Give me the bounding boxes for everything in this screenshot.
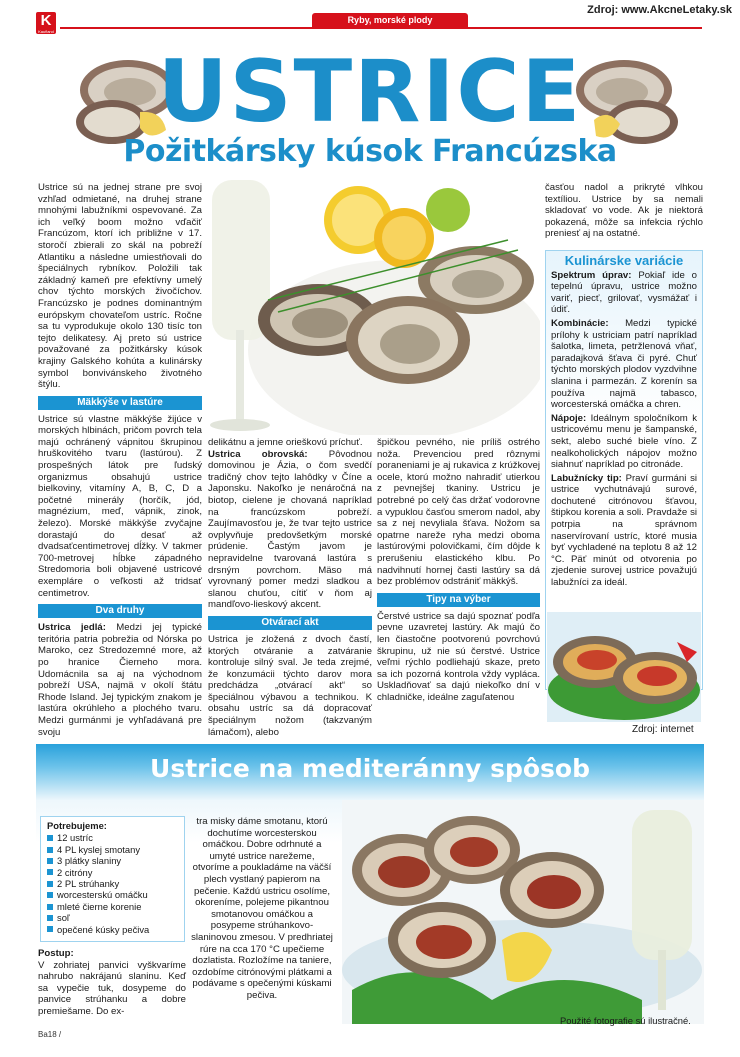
box-item-term: Kombinácie: — [551, 317, 609, 329]
method-col-2 — [190, 816, 334, 1002]
ustrica-jedla-text: Medzi jej typické teritória patria pobrežia od Nórska po Maroko, cez Stredozemné more, až po hranice Čierneho mora. Udomácnila sa aj na východnom pobreží USA, najmä v okolí štátu Rhode Island. Jej typickým znakom je lastúra okrúhleho a plochého tvaru. Medzi gurmánmi je vyhľadávaná pre svoju — [38, 622, 202, 738]
ingredient-text: worcesterskú omáčku — [57, 889, 148, 901]
photo-credit: Zdroj: internet — [632, 724, 694, 735]
ingredient-text: 4 PL kyslej smotany — [57, 843, 141, 855]
ingredient-item — [47, 912, 178, 923]
box-item — [551, 270, 697, 316]
ingredient-item — [47, 832, 178, 843]
ingredient-text: 3 plátky slaniny — [57, 855, 122, 867]
term-ustrica-jedla: Ustrica jedlá: — [38, 622, 106, 634]
photo-note: Použité fotografie sú ilustračné. — [560, 1015, 691, 1026]
ingredient-text: opečené kúsky pečiva — [57, 923, 150, 935]
box-item-text: Pokiaľ ide o tepelnú úpravu, ustrice možno variť, piecť, grilovať, vysmážať i údiť. — [551, 269, 697, 316]
square-bullet-icon — [47, 881, 53, 887]
ingredient-item — [47, 901, 178, 912]
ingredient-text: soľ — [57, 912, 70, 924]
dva-druhy-text — [38, 622, 202, 738]
heading-tipy-na-vyber: Tipy na výber — [377, 593, 540, 607]
oysters-photo — [208, 180, 540, 435]
column-3 — [377, 437, 540, 703]
box-item — [551, 318, 697, 411]
box-title: Kulinárske variácie — [564, 253, 684, 268]
section-tab: Ryby, morské plody — [312, 13, 468, 27]
square-bullet-icon — [47, 926, 53, 932]
column-2 — [208, 437, 372, 738]
ustrica-obrovska-body: Pôvodnou domovinou je Ázia, o čom svedčí tradičný chov tejto lahôdky v Číne a Japonsku. Nakoľko je nenáročná na biotop, cielene je chovaná napríklad na francúzskom pobreží. Zaujímavosťou je, že tvar tejto ustrice ovplyvňuje predovšetkým morské prúdenie. Častým javom je nepravidelne tvarovaná lastúra s drsným povrchom. Mäso má vyrovnaný pomer medzi sladkou a slanou chuťou, cítiť v ňom aj mandľovo-lieskový akcent. — [208, 448, 373, 611]
recipe-title: Ustrice na mediteránny spôsob — [150, 754, 590, 783]
square-bullet-icon — [47, 858, 53, 864]
term-ustrica-obrovska: Ustrica obrovská: — [208, 448, 308, 460]
ingredient-text: 12 ustríc — [57, 832, 93, 844]
square-bullet-icon — [47, 904, 53, 910]
box-item-text: Praví gurmáni si ustrice vychutnávajú surové, dochutené citrónovou šťavou, štipkou korenia a soli. Pravdaže si potrpia na správnom naservírovaní ustríc, ktoré musia byť vychladené na teplotu 8 až 12 °C. Päť minút od otvorenia po zjedenie surovej ustrice považujú labužníci za ideál. — [551, 472, 697, 589]
mediterranean-oysters-photo — [342, 800, 704, 1024]
logo-sub: Kaufland — [38, 29, 54, 34]
square-bullet-icon — [47, 892, 53, 898]
ingredient-item — [47, 889, 178, 900]
square-bullet-icon — [47, 915, 53, 921]
box-item-term: Labužnícky tip: — [551, 472, 622, 484]
method-label: Postup: — [38, 948, 74, 959]
page-title: USTRICE — [157, 42, 583, 142]
square-bullet-icon — [47, 835, 53, 841]
box-item-text: Ideálnym spoločníkom k ustricovému menu je šampanské, sekt, alebo suché biele víno. Z nealkoholických nápojov možno siahnuť napríklad po citronáde. — [551, 412, 697, 471]
ingredient-item — [47, 855, 178, 866]
intro-text: Ustrice sú na jednej strane pre svoj vzhľad odmietané, na druhej strane mnohými labužníkmi ospevované. Za ich veľký boom možno vďačiť Francúzom, ktorí ich približne v 17. storočí zbierali zo skál na pobreží Atlantiku a následne umiestňovali do špeciálnych rybníkov. Položili tak základný kameň pre efektívny umelý chov týchto morských živočíchov. Francúzsko je podnes dominantným európskym chovateľom ustríc. Ročne sa tu vyprodukuje okolo 130 tisíc ton tejto delikatesy. Aj preto sú ustrice považované za požitkársky kúsok krajiny Galského kohúta a kulinársky symbol bonvivánskeho životného štýlu. — [38, 182, 202, 391]
ingredients-box — [40, 816, 185, 942]
logo-letter: K — [40, 12, 52, 29]
otvaraci-akt-text: Ustrica je zložená z dvoch častí, ktorých otváranie a zatváranie kontroluje silný sval. Je teda zrejmé, že konzumácii týchto darov mora predchádza „otvárací akt“ so špeciálnou výbavou a technikou. K obsahu ustríc sa dá dopracovať špeciálnym nožom (takzvaným lámačom), alebo — [208, 633, 372, 738]
tipy-text: Čerstvé ustrice sa dajú spoznať podľa pevne uzavretej lastúry. Ak majú čo len čiastočne pootvorenú povrchovú škrupinu, už nie sú čerstvé. Ustrice veľmi rýchlo podliehajú skaze, preto sa ich pozorná kontrola vždy vypláca. Uskladňovať sa dajú niekoľko dní v chladničke, ideálne zaguľatenou — [377, 610, 540, 703]
baked-oyster-photo — [547, 612, 701, 722]
makkyse-text: Ustrice sú vlastne mäkkýše žijúce v morských hlbinách, pričom povrch tela majú ochránený vápnitou škrupinou hruškovitého tvaru (lastúrou). Z prospešných látok pre ľudský organizmus obsahujú ustrice bielkoviny, vitamíny A, B, C, D a početné minerály (horčík, jód, magnézium, meď, vápnik, zinok, železo). Morské mäkkýše zvyčajne dorastajú do desať až dvadsaťcentimetrovej dĺžky. V takmer 700-metrovej hĺbke západného Stredomoria boli objavené ustricové exempláre o veľkosti až tridsať centimetrov. — [38, 413, 202, 599]
column-4 — [545, 182, 703, 240]
col4-text: časťou nadol a prikryté vlhkou textíliou. Ustrice by sa nemali skladovať vo vode. Ak je niektorá pokazená, môže sa infekcia rýchlo preniesť aj na ostatné. — [545, 182, 703, 240]
box-item — [551, 473, 697, 589]
square-bullet-icon — [47, 869, 53, 875]
ingredient-item — [47, 924, 178, 935]
heading-dva-druhy: Dva druhy — [38, 604, 202, 618]
ingredient-item — [47, 867, 178, 878]
kaufland-logo — [36, 12, 56, 34]
ustrica-obrovska-text — [208, 449, 372, 611]
ingredients-label: Potrebujeme: — [47, 820, 107, 831]
col2-text-cont: delikátnu a jemne orieškovú príchuť. — [208, 437, 363, 448]
ingredient-text: 2 citróny — [57, 866, 93, 878]
ingredient-text: 2 PL strúhanky — [57, 878, 120, 890]
box-item-term: Spektrum úprav: — [551, 269, 632, 281]
box-item — [551, 413, 697, 471]
method-col-1 — [38, 948, 186, 1018]
ingredient-item — [47, 878, 178, 889]
page-number: Ba18 / — [38, 1030, 62, 1039]
method-text-1: V zohriatej panvici vyškvaríme nahrubo nakrájanú slaninu. Keď sa vypečie tuk, dosypeme do panvice strúhanku a dobre premiešame. Do ex- — [38, 959, 186, 1017]
col3-text-cont: špičkou pevného, nie príliš ostrého noža. Prevenciou pred rôznymi poraneniami je aj rukavica z krúžkovej ocele, ktorú možno nahradiť utierkou z pevnejšej tkaniny. Ustricu je potrebné po celý čas držať vodorovne a vypuklou časťou smerom nadol, aby sa z nej nevyliala šťava. Nožom sa opatrne nareže ryha medzi oboma lastúrovými polovičkami, čím dôjde k prerušeniu elastického klbu. Po nadvihnutí hornej časti lastúry sa dá bez problémov odstrániť mäkkýš. — [377, 437, 540, 588]
heading-otvaraci-akt: Otvárací akt — [208, 616, 372, 630]
ingredient-item — [47, 844, 178, 855]
column-1 — [38, 182, 202, 738]
source-note: Zdroj: www.AkcneLetaky.sk — [587, 4, 732, 16]
square-bullet-icon — [47, 847, 53, 853]
box-item-term: Nápoje: — [551, 412, 587, 424]
heading-makkyse: Mäkkýše v lastúre — [38, 396, 202, 410]
ingredient-text: mleté čierne korenie — [57, 900, 142, 912]
box-item-text: Medzi typické prílohy k ustriciam patrí napríklad šalotka, limeta, petržlenová vňať, paradajková šťava či pyré. Chuť týchto morských plodov vyzdvihne slanina i parmezán. Z korenín sa používa najmä tabasco, worcesterská omáčka a chren. — [551, 317, 697, 411]
method-text-2: tra misky dáme smotanu, ktorú dochutíme worcesterskou omáčkou. Dobre odrhnuté a umyté ustrice narežeme, otvoríme a poukladáme na väčší plech vystlaný papierom na pečenie. Každú ustricu osolíme, okoreníme, polejeme pikantnou smotanovou omáčkou a posypeme strúhankovo-slaninovou zmesou. V predhriatej rúre na cca 170 °C upečieme dozlatista. Rozložíme na taniere, ozdobíme citrónovými plátkami a podávame s opečenými kúskami pečiva. — [191, 816, 333, 1001]
page-subtitle: Požitkársky kúsok Francúzska — [123, 134, 617, 169]
header-rule — [60, 27, 702, 29]
